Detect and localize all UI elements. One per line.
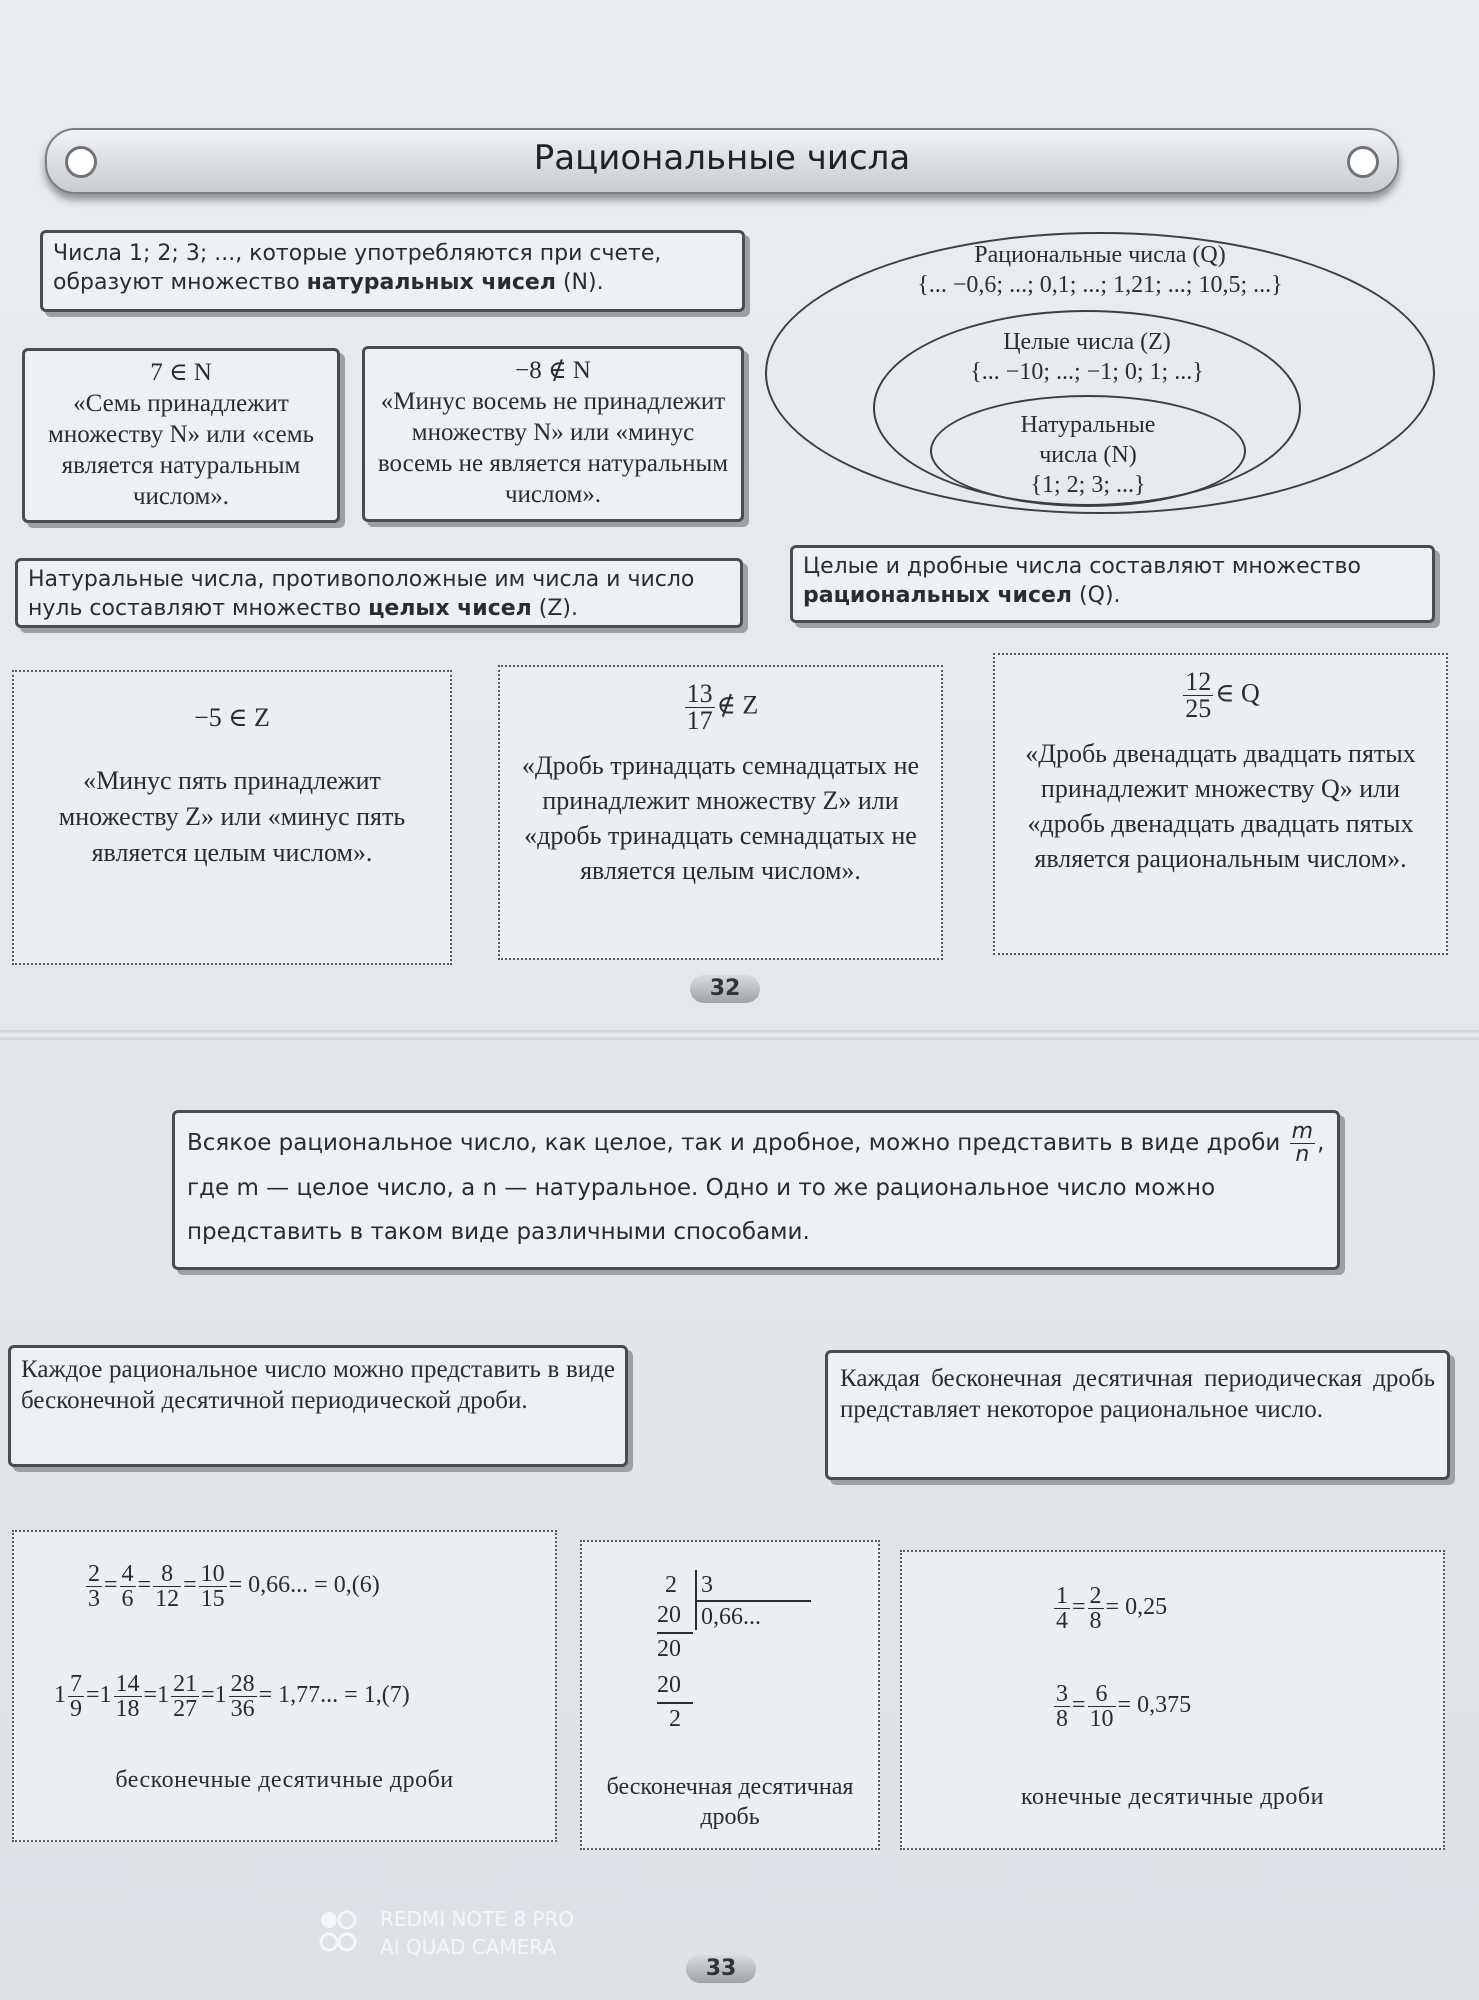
- equation-row-2: 1 $\frac{7}{9}$ =1 $\frac{14}{18}$ =1 $\frac{21}{27}$ =1 $\frac{28}{36}$ = 1,77... = 1,(7): [54, 1671, 410, 1722]
- rational-to-periodic-statement: [8, 1345, 628, 1467]
- denominator: 36: [230, 1696, 255, 1722]
- camera-watermark-line-2: AI QUAD CAMERA: [380, 1935, 557, 1959]
- finite-decimals-example: [900, 1550, 1445, 1850]
- numerator: 1: [1056, 1583, 1068, 1609]
- equation-row-1: $\frac{2}{3}$ = $\frac{4}{6}$ = $\frac{8}{12}$ = $\frac{10}{15}$ = 0,66... = 0,(6): [88, 1561, 380, 1612]
- dividend: 2: [665, 1572, 677, 1598]
- numerator: 8: [153, 1562, 181, 1587]
- formula: −5 ∈ Z: [194, 703, 270, 732]
- denominator: n: [1295, 1142, 1310, 1167]
- relation: ∉ Z: [716, 690, 759, 720]
- denominator: 10: [1089, 1706, 1114, 1732]
- statement-text: Каждое рациональное число можно представить в виде бесконечной десятичной периодической дроби.: [21, 1356, 615, 1414]
- equation-row-2: $\frac{3}{8}$ = $\frac{6}{10}$ = 0,375: [1056, 1681, 1192, 1732]
- numerator: 3: [1056, 1681, 1068, 1707]
- numerator: 13: [686, 679, 713, 708]
- numerator: 4: [121, 1561, 134, 1587]
- integer-set-label: Целые числа (Z): [1003, 329, 1171, 355]
- equation-row-1: $\frac{1}{4}$ = $\frac{2}{8}$ = 0,25: [1056, 1583, 1168, 1634]
- numerator: 6: [1088, 1682, 1116, 1707]
- camera-watermark-line-1: REDMI NOTE 8 PRO: [380, 1907, 575, 1931]
- whole-part: 1: [157, 1682, 170, 1709]
- denominator: 15: [200, 1586, 225, 1612]
- example-caption: бесконечные десятичные дроби: [115, 1767, 454, 1793]
- periodic-to-rational-statement: [825, 1350, 1450, 1480]
- definition-term: рациональных чисел: [803, 583, 1073, 608]
- numerator: 12: [1185, 667, 1212, 696]
- division-layout: [657, 1570, 761, 1736]
- example-text: «Семь принадлежит множеству N» или «семь является натуральным числом».: [48, 390, 314, 510]
- definition-text: Всякое рациональное число, как целое, так и дробное, можно представить в виде дроби: [187, 1130, 1288, 1156]
- numerator: 2: [88, 1561, 100, 1587]
- denominator: 27: [173, 1696, 198, 1722]
- division-step: 20: [657, 1602, 681, 1628]
- whole-part: 1: [54, 1682, 66, 1709]
- remainder: 2: [669, 1706, 681, 1732]
- example-caption: бесконечная десятичная дробь: [606, 1774, 854, 1830]
- whole-part: 1: [99, 1682, 112, 1709]
- decimal-result: = 0,375: [1117, 1692, 1192, 1719]
- camera-watermark: [380, 1905, 574, 1961]
- title-banner: [45, 128, 1399, 194]
- infinite-decimals-example: [12, 1530, 557, 1842]
- denominator: 8: [1056, 1706, 1068, 1732]
- definition-text: Числа 1; 2; 3; ..., которые употребляются при счете, образуют множество: [53, 241, 662, 295]
- denominator: 9: [70, 1696, 82, 1722]
- definition-term: натуральных чисел: [306, 270, 556, 295]
- formula: [1003, 669, 1438, 722]
- example-13-17-not-in-z: [498, 665, 943, 960]
- definition-text: Натуральные числа, противоположные им числа и число нуль составляют множество: [28, 567, 695, 621]
- natural-set-elements: {1; 2; 3; ...}: [1030, 472, 1146, 498]
- natural-set-label: Натуральные числа (N): [1020, 412, 1156, 468]
- denominator: 25: [1185, 694, 1212, 723]
- book-fold: [0, 1030, 1479, 1040]
- page-number-32: 32: [690, 975, 760, 1003]
- division-step: 20: [657, 1672, 681, 1698]
- example-minus-five-in-z: [12, 670, 452, 965]
- formula: 7 ∈ N: [150, 359, 212, 386]
- fraction-form-definition: [172, 1110, 1340, 1270]
- denominator: 12: [155, 1586, 180, 1612]
- denominator: 3: [88, 1586, 100, 1612]
- denominator: 8: [1089, 1608, 1102, 1634]
- definition-text-end: , где m — целое число, а n — натуральное. Одно и то же рациональное число можно представить в таком виде различными способами.: [187, 1130, 1325, 1245]
- rational-set-label: Рациональные числа (Q): [974, 242, 1226, 268]
- divisor: 3: [701, 1572, 713, 1598]
- integer-set-elements: {... −10; ...; −1; 0; 1; ...}: [970, 359, 1204, 385]
- numerator: 14: [115, 1671, 140, 1697]
- formula: [508, 681, 933, 734]
- definition-text-end: (Z).: [531, 596, 579, 621]
- definition-text: Целые и дробные числа составляют множество: [803, 554, 1361, 579]
- numerator: 21: [173, 1671, 198, 1697]
- example-text: «Минус восемь не принадлежит множеству N» или «минус восемь не является натуральным числом».: [377, 388, 729, 508]
- denominator: 18: [115, 1696, 140, 1722]
- rationals-definition: [790, 545, 1435, 623]
- definition-text-end: (N).: [555, 270, 604, 295]
- example-text: «Дробь тринадцать семнадцатых не принадлежит множеству Z» или «дробь тринадцать семнадцатых не является целым числом».: [521, 751, 920, 885]
- numerator: m: [1291, 1119, 1314, 1144]
- whole-part: 1: [214, 1682, 227, 1709]
- decimal-result: = 0,25: [1105, 1594, 1168, 1621]
- example-12-25-in-q: [993, 653, 1448, 955]
- denominator: 17: [686, 706, 713, 735]
- camera-watermark-icon: [318, 1910, 358, 1954]
- quotient: 0,66...: [697, 1600, 811, 1632]
- example-caption: конечные десятичные дроби: [1021, 1784, 1324, 1810]
- formula: −8 ∉ N: [515, 357, 591, 384]
- decimal-result: = 0,66... = 0,(6): [228, 1572, 380, 1599]
- definition-term: целых чисел: [368, 596, 532, 621]
- natural-numbers-definition: [40, 230, 745, 312]
- long-division-example: [580, 1540, 880, 1850]
- definition-text-end: (Q).: [1072, 583, 1121, 608]
- rational-set-elements: {... −0,6; ...; 0,1; ...; 1,21; ...; 10,5; ...}: [917, 272, 1283, 298]
- division-step: 20: [657, 1636, 681, 1662]
- example-minus-eight-not-in-n: [362, 346, 744, 522]
- integers-definition: [15, 558, 743, 628]
- statement-text: Каждая бесконечная десятичная периодическая дробь представляет некоторое рациональное число.: [840, 1365, 1435, 1423]
- numerator: 10: [200, 1561, 225, 1587]
- numerator: 7: [70, 1671, 82, 1697]
- example-seven-in-n: [22, 348, 340, 523]
- page-title: Рациональные числа: [533, 138, 911, 178]
- denominator: 6: [121, 1586, 134, 1612]
- decimal-result: = 1,77... = 1,(7): [258, 1682, 410, 1709]
- page-number-33: 33: [686, 1955, 756, 1983]
- denominator: 4: [1056, 1608, 1068, 1634]
- example-text: «Минус пять принадлежит множеству Z» или «минус пять является целым числом».: [58, 766, 406, 867]
- example-text: «Дробь двенадцать двадцать пятых принадлежит множеству Q» или «дробь двенадцать двадцать пятых является рациональным числом».: [1025, 739, 1416, 873]
- numerator: 2: [1089, 1583, 1102, 1609]
- relation: ∈ Q: [1215, 678, 1260, 708]
- numerator: 28: [230, 1671, 255, 1697]
